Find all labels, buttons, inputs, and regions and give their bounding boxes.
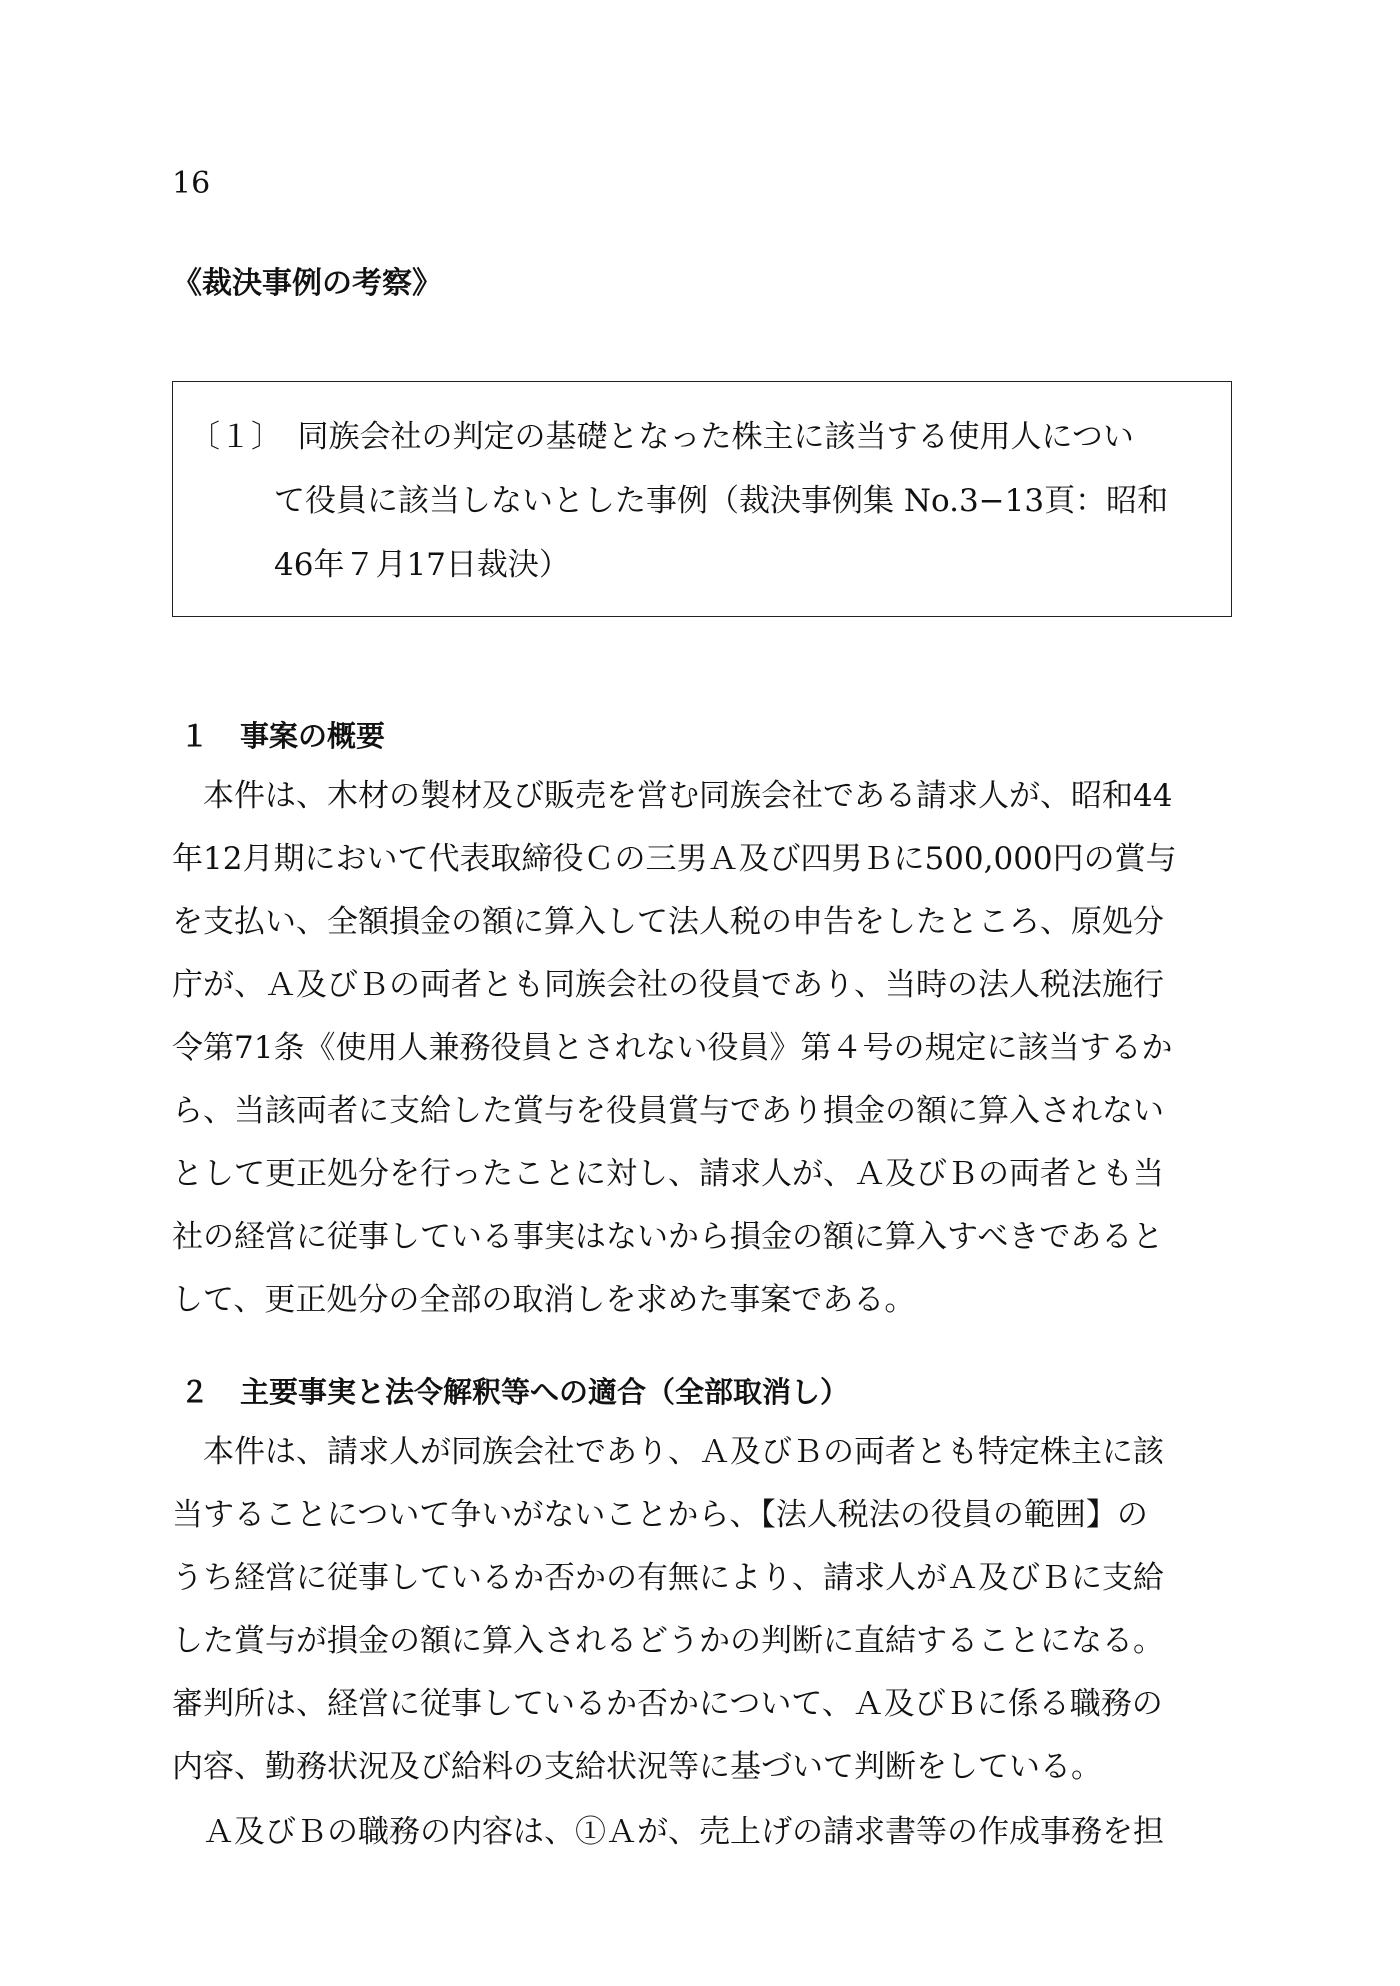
section-number: ２	[180, 1375, 210, 1409]
section-heading-2	[180, 1372, 849, 1412]
paragraph-line: 庁が、Ａ及びＢの両者とも同族会社の役員であり、当時の法人税法施行	[172, 967, 1164, 1003]
paragraph-line: して、更正処分の全部の取消しを求めた事案である。	[172, 1282, 916, 1318]
paragraph-line: した賞与が損金の額に算入されるどうかの判断に直結することになる。	[172, 1623, 1164, 1659]
paragraph-line: として更正処分を行ったことに対し、請求人が、Ａ及びＢの両者とも当	[172, 1156, 1164, 1192]
section-title: 《裁決事例の考察》	[172, 266, 442, 301]
paragraph-line: ら、当該両者に支給した賞与を役員賞与であり損金の額に算入されない	[172, 1093, 1164, 1129]
section-heading-text: 主要事実と法令解釈等への適合（全部取消し）	[240, 1375, 850, 1409]
paragraph-line: 当することについて争いがないことから、【法人税法の役員の範囲】の	[172, 1497, 1148, 1533]
case-title-line: 〔１〕 同族会社の判定の基礎となった株主に該当する使用人につい	[189, 419, 1134, 455]
paragraph-line: 令第71条《使用人兼務役員とされない役員》第４号の規定に該当するか	[172, 1030, 1173, 1066]
case-title-line: 46年７月17日裁決）	[274, 547, 570, 583]
section-number: １	[180, 719, 210, 753]
paragraph-line: 本件は、請求人が同族会社であり、Ａ及びＢの両者とも特定株主に該	[172, 1434, 1164, 1470]
case-box	[172, 381, 1232, 617]
paragraph-line: 審判所は、経営に従事しているか否かについて、Ａ及びＢに係る職務の	[172, 1686, 1163, 1722]
case-title-line: て役員に該当しないとした事例（裁決事例集 No.3−13頁：昭和	[274, 483, 1169, 519]
page-number: 16	[172, 166, 211, 201]
paragraph-line: 本件は、木材の製材及び販売を営む同族会社である請求人が、昭和44	[172, 778, 1173, 814]
paragraph-line: Ａ及びＢの職務の内容は、①Ａが、売上げの請求書等の作成事務を担	[172, 1814, 1164, 1850]
section-heading-text: 事案の概要	[240, 719, 386, 753]
paragraph-line: 社の経営に従事している事実はないから損金の額に算入すべきであると	[172, 1219, 1164, 1255]
paragraph-line: うち経営に従事しているか否かの有無により、請求人がＡ及びＢに支給	[172, 1560, 1164, 1596]
section-heading-1	[180, 716, 385, 756]
paragraph-line: 内容、勤務状況及び給料の支給状況等に基づいて判断をしている。	[172, 1749, 1102, 1785]
paragraph-line: を支払い、全額損金の額に算入して法人税の申告をしたところ、原処分	[172, 904, 1164, 940]
paragraph-line: 年12月期において代表取締役Ｃの三男Ａ及び四男Ｂに500,000円の賞与	[172, 841, 1177, 877]
